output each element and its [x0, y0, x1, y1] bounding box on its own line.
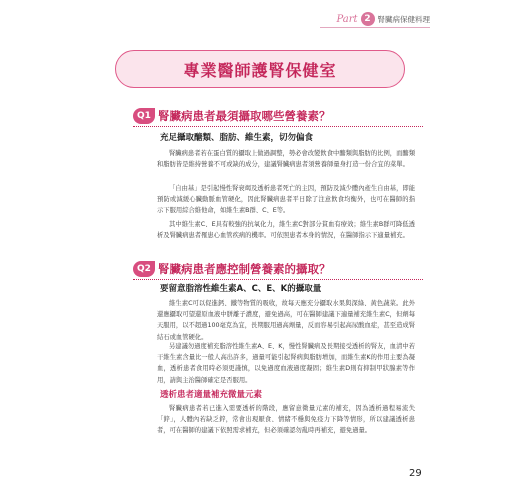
question-rule	[133, 126, 423, 127]
q2-paragraph-2: 另建議勿過度補充脂溶性維生素A、E、K，慢性腎臟病及長期接受透析的腎友，血清中若干維生素含量比一般人高出許多，過量可能引起腎病與脂肪增加，而維生素K的作用主要為凝血，透析患者食用時必須更謹慎，以免過度血液過度凝固；維生素D則有抑制甲狀腺素等作用，請與主治醫師確定是否服用。	[157, 343, 415, 384]
part-label: Part	[336, 13, 358, 25]
question-badge: Q2	[133, 261, 155, 277]
page-title: 專業醫師護腎保健室	[183, 60, 337, 80]
question-2-subtitle: 要留意脂溶性維生素A、C、E、K的攝取量	[160, 284, 322, 294]
part-number-badge: 2	[361, 12, 375, 26]
q2-paragraph-1: 維生素C可以促進鈣、鐵等物質的吸收，故每天應充分攝取水果與深綠、黃色蔬菜。此外還應攝取可望還原血液中胼離子濃度，避免過高，可在醫師建議下適量補充維生素C，但劑每天服用，以不超過100毫克為宜，長期服用過高劑量，反而容易引起高尿酸血症，甚至造成腎結石或血管硬化。	[157, 300, 415, 341]
question-rule	[133, 279, 423, 280]
q2-paragraph-3: 腎臟病患者若已進入需要透析的階段，應留意微量元素的補充，因為透析過程易流失「鋅」，人體內若缺乏鋅，常會出現厭食、情緒不穩與免疫力下降等情形，所以建議透析患者，可在醫師的建議下依照需求補充，但必須確認勿亂時再補充，避免過量。	[157, 405, 415, 435]
q1-paragraph-1: 腎臟病患者若在蛋白質的攝取上做過調整，勢必會改變飲食中醣類與脂肪的比例，而醣類和脂肪皆是維持營養不可或缺的成分，建議腎臟病患者須營養師量身打造一份合宜的菜單。	[157, 150, 415, 169]
question-title: 腎臟病患者最須攝取哪些營養素？	[158, 109, 331, 123]
page-banner	[115, 50, 405, 88]
section-title: 腎臟病保健料理	[377, 14, 430, 24]
question-title: 腎臟病患者應控制營養素的攝取？	[158, 262, 331, 276]
page-number: 29	[409, 468, 422, 479]
q1-paragraph-2: 「自由基」是引起慢性腎衰竭及透析患者死亡的主因，預防及減少體內產生自由基，即能預防或減緩心臟動脈血管硬化，因此腎臟病患者平日除了注意飲食均衡外，也可在醫師的指示下服用綜合維他命，如維生素B群、C、E等。	[157, 185, 415, 215]
question-1-heading	[133, 107, 423, 125]
question-2-subtitle-2: 透析患者適量補充微量元素	[160, 390, 263, 400]
running-header	[336, 12, 430, 26]
header-rule	[320, 27, 430, 28]
question-2-heading	[133, 260, 423, 278]
q1-paragraph-3: 其中維生素C、E具有較強的抗氧化力，維生素C對部分貧血有療效；維生素B群可降低透析及腎臟病患者罹患心血管疾病的機率。可依照患者本身的情況，在醫師指示下適量補充。	[157, 221, 415, 240]
question-badge: Q1	[133, 108, 155, 124]
question-1-subtitle: 充足攝取醣類、脂肪、維生素，切勿偏食	[160, 133, 314, 143]
